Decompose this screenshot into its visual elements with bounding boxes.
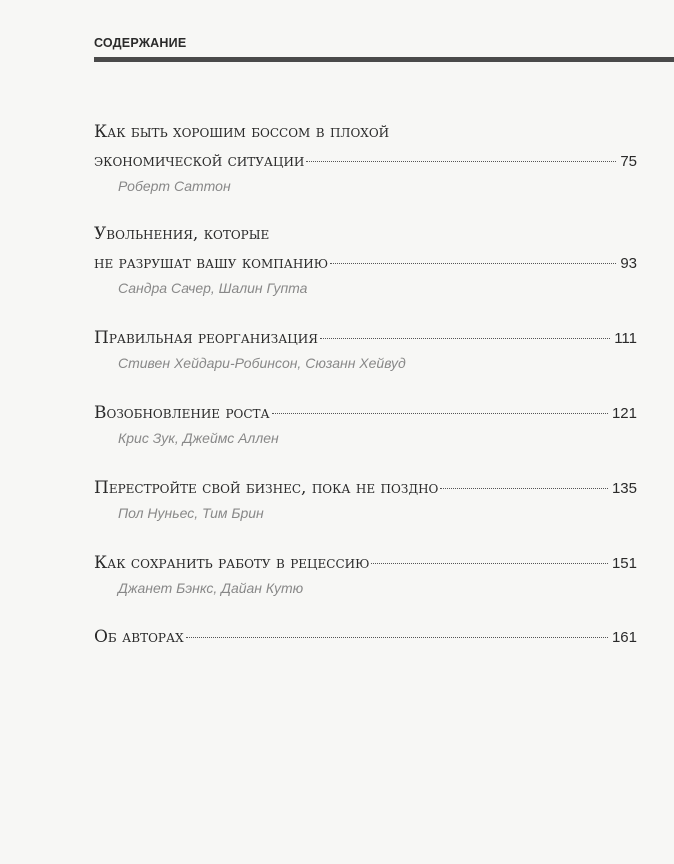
dot-leader [306,161,616,162]
toc-page-number: 75 [620,153,637,170]
toc-entry-title: Перестройте свой бизнес, пока не поздно [94,478,439,498]
toc-entry-title-line: Как быть хорошим боссом в плохой [94,122,390,142]
toc-page-number: 93 [620,255,637,272]
toc-entry-title-row [94,147,637,176]
toc-entry[interactable] [94,474,637,523]
table-of-contents [94,118,637,652]
toc-page-number: 111 [614,330,637,347]
toc-entry-title-row [94,249,637,278]
toc-entry-title: Возобновление роста [94,403,270,423]
toc-entry-authors: Стивен Хейдари-Робинсон, Сюзанн Хейвуд [118,355,406,371]
toc-page-number: 161 [611,629,637,646]
toc-entry-authors: Пол Нуньес, Тим Брин [118,505,264,521]
toc-page-number: 121 [611,405,637,422]
toc-entry[interactable] [94,549,637,598]
dot-leader [330,263,616,264]
toc-entry-title: Правильная реорганизация [94,328,318,348]
toc-entry[interactable] [94,220,637,298]
toc-entry-title-line: Увольнения, которые [94,224,270,244]
toc-entry-title: экономической ситуации [94,151,305,171]
dot-leader [272,413,608,414]
toc-entry-title-row [94,474,637,503]
toc-entry-title-row [94,324,637,353]
toc-entry-authors: Сандра Сачер, Шалин Гупта [118,280,308,296]
dot-leader [440,488,608,489]
toc-entry-title-row [94,623,637,652]
dot-leader [371,563,608,564]
toc-entry-authors: Крис Зук, Джеймс Аллен [118,430,279,446]
page-header [94,36,674,62]
toc-entry[interactable] [94,399,637,448]
toc-page-number: 151 [611,555,637,572]
dot-leader [186,637,608,638]
toc-entry-title: Об авторах [94,627,184,647]
page-title: СОДЕРЖАНИЕ [94,36,187,50]
toc-entry-authors: Джанет Бэнкс, Дайан Кутю [118,580,304,596]
dot-leader [320,338,610,339]
header-rule [94,57,674,62]
toc-entry[interactable] [94,324,637,373]
toc-entry[interactable] [94,623,637,652]
toc-entry-title-row [94,399,637,428]
toc-entry-title: не разрушат вашу компанию [94,253,329,273]
toc-entry-title-row [94,549,637,578]
toc-entry[interactable] [94,118,637,196]
toc-page-number: 135 [611,480,637,497]
toc-entry-title: Как сохранить работу в рецессию [94,553,370,573]
toc-entry-authors: Роберт Саттон [118,178,231,194]
